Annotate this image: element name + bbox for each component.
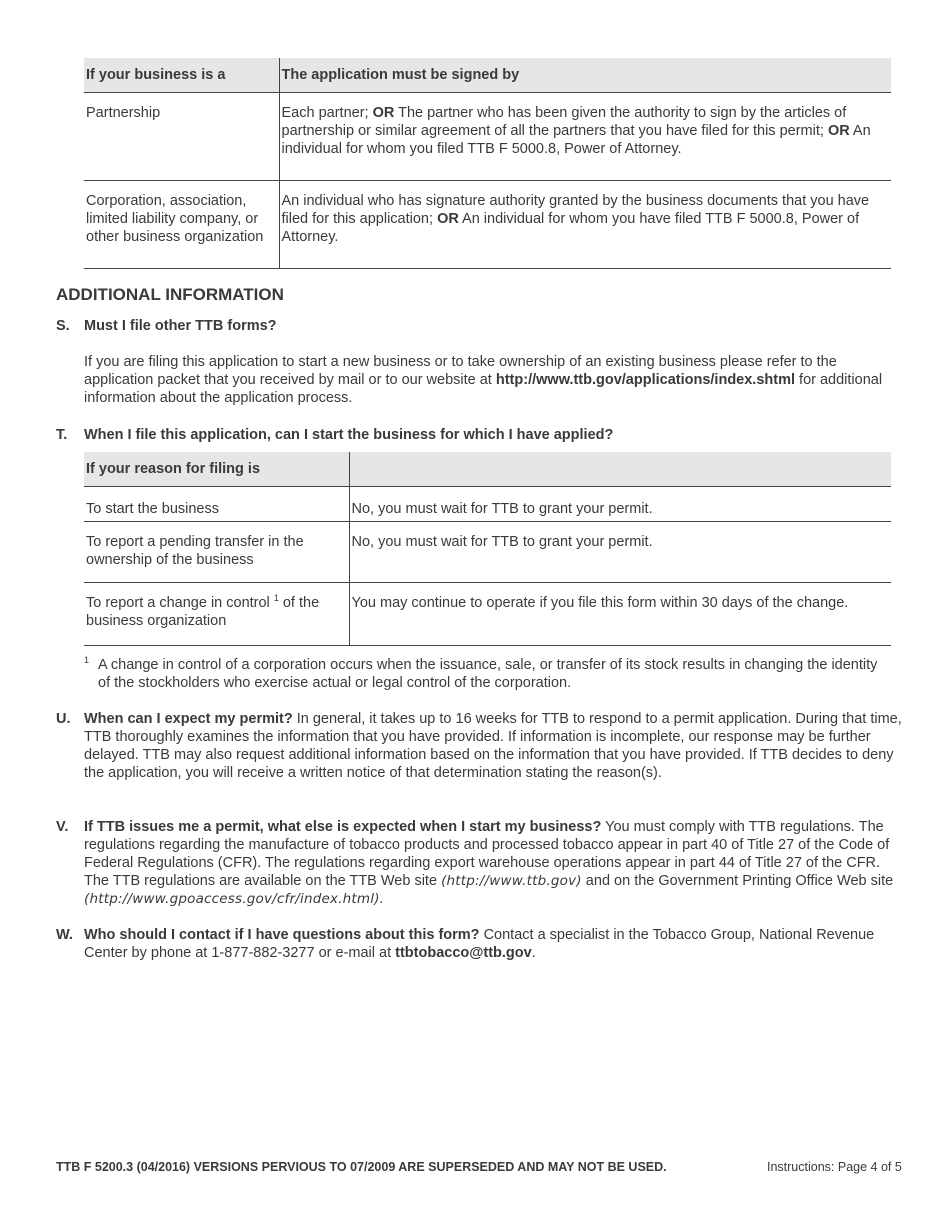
signature-table-header-signer: The application must be signed by — [279, 58, 891, 93]
signer-cell: An individual who has signature authority granted by the business documents that you have filed for this application; OR An individual for whom you have filed TTB F 5000.8, Power of Attorney. — [279, 181, 891, 269]
signature-table-header-business: If your business is a — [84, 58, 279, 93]
item-w — [56, 926, 906, 966]
item-t — [56, 426, 906, 446]
item-question: When can I expect my permit? — [84, 711, 293, 727]
filing-reason-table — [84, 452, 891, 646]
item-body: When can I expect my permit? In general, it takes up to 16 weeks for TTB to respond to a permit application. During that time, TTB thoroughly examines the information that you have provided. If information is incomplete, our response may be further delayed. TTB may also request additional information based on the information that you have provided. If TTB decides to deny the application, you will receive a written notice of that determination stating the reason(s). — [84, 711, 902, 781]
item-question: When I file this application, can I start the business for which I have applied? — [84, 427, 614, 443]
item-question: If TTB issues me a permit, what else is expected when I start my business? — [84, 819, 602, 835]
item-letter: T. — [56, 427, 68, 443]
answer-cell: No, you must wait for TTB to grant your permit. — [349, 487, 891, 522]
signer-cell: Each partner; OR The partner who has been given the authority to sign by the articles of partnership or similar agreement of all the partners that you have filed for this permit; OR An individual for whom you filed TTB F 5000.8, Power of Attorney. — [279, 93, 891, 181]
footnote: 1 A change in control of a corporation occurs when the issuance, sale, or transfer of its stock results in changing the identity of the stockholders who exercise actual or legal control of the corporation. — [84, 656, 884, 692]
item-letter: U. — [56, 711, 71, 727]
reason-cell: To start the business — [86, 501, 219, 517]
business-type-cell: Partnership — [86, 105, 161, 121]
ttb-applications-link[interactable]: http://www.ttb.gov/applications/index.shtml — [495, 372, 796, 388]
footnote-text: A change in control of a corporation occurs when the issuance, sale, or transfer of its stock results in changing the identity of the stockholders who exercise actual or legal control of the corporation. — [98, 657, 878, 691]
table-row — [84, 181, 891, 269]
item-body: If TTB issues me a permit, what else is expected when I start my business? You must comply with TTB regulations. The regulations regarding the manufacture of tobacco products and processed tobacco appear in part 40 of Title 27 of the Code of Federal Regulations (CFR). The regulations regarding export warehouse operations appear in part 44 of Title 27 of the CFR. The TTB regulations are available on the TTB Web site (http://www.ttb.gov) and on the Government Printing Office Web site (http://www.gpoaccess.gov/cfr/index.html). — [84, 819, 894, 907]
filing-reason-header: If your reason for filing is — [84, 452, 349, 487]
filing-answer-header — [349, 452, 891, 487]
item-body: Who should I contact if I have questions about this form? Contact a specialist in the Tobacco Group, National Revenue Center by phone at 1-877-882-3277 or e-mail at ttbtobacco@ttb.gov. — [84, 927, 875, 961]
item-question: Who should I contact if I have questions about this form? — [84, 927, 480, 943]
footer-page-number: Instructions: Page 4 of 5 — [767, 1160, 902, 1174]
answer-cell: No, you must wait for TTB to grant your permit. — [349, 522, 891, 583]
table-row — [84, 583, 891, 646]
contact-email-link[interactable]: ttbtobacco@ttb.gov — [395, 945, 532, 961]
item-text: If you are filing this application to start a new business or to take ownership of an existing business please refer to the application packet that you received by mail or to our website at http://www.ttb.gov/applications/index.shtml for additional information about the application process. — [84, 354, 883, 406]
item-u — [56, 710, 906, 802]
business-type-cell: Corporation, association, limited liability company, or other business organization — [86, 193, 264, 245]
footer-form-id: TTB F 5200.3 (04/2016) VERSIONS PERVIOUS TO 07/2009 ARE SUPERSEDED AND MAY NOT BE USED. — [56, 1160, 667, 1174]
item-s — [56, 317, 906, 407]
item-body — [84, 317, 904, 407]
gpo-website-link[interactable]: (http://www.gpoaccess.gov/cfr/index.html). — [84, 891, 385, 907]
signature-table — [84, 58, 891, 269]
answer-cell: You may continue to operate if you file this form within 30 days of the change. — [349, 583, 891, 646]
ttb-website-link[interactable]: (http://www.ttb.gov) — [441, 873, 582, 889]
item-v — [56, 818, 906, 910]
table-row — [84, 522, 891, 583]
footnote-ref: 1 — [273, 593, 279, 604]
item-question: Must I file other TTB forms? — [84, 318, 277, 334]
section-heading: ADDITIONAL INFORMATION — [56, 285, 284, 304]
reason-cell: To report a pending transfer in the ownership of the business — [86, 534, 304, 568]
table-row — [84, 93, 891, 181]
item-letter: W. — [56, 927, 73, 943]
table-row — [84, 487, 891, 522]
item-letter: S. — [56, 318, 70, 334]
reason-cell: To report a change in control $^1$ of the business organization — [86, 593, 320, 629]
item-letter: V. — [56, 819, 69, 835]
